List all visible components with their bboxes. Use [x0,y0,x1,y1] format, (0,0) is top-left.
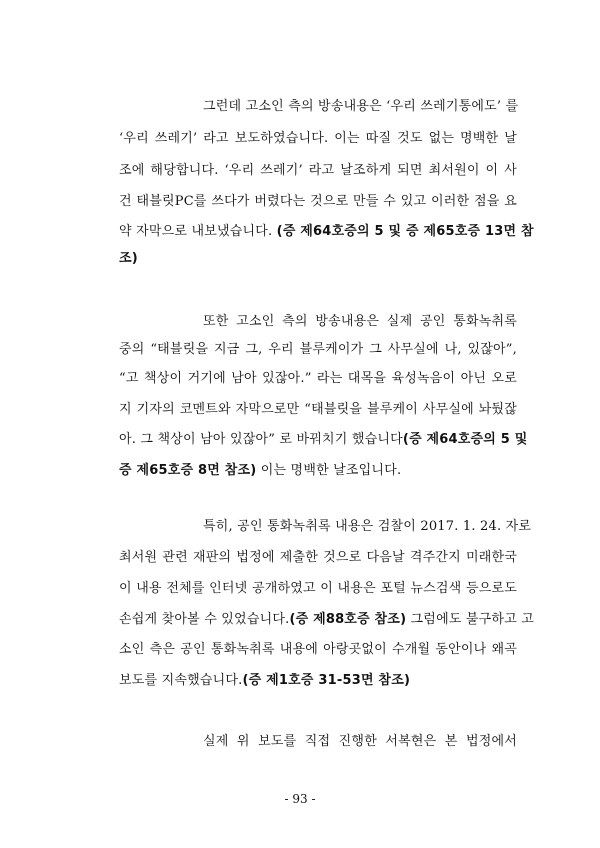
paragraph-3-line-2: 최서원 관련 재판의 법정에 제출한 것으로 다음날 격주간지 미래한국 [119,550,517,565]
paragraph-2-line-5: 아. 그 책상이 남아 있잖아” 로 바꿔치기 했습니다(증 제64호증의 5 및 [119,432,528,447]
paragraph-1-line-4: 건 태블릿PC를 쓰다가 버렸다는 것으로 만들 수 있고 이러한 점을 요 [119,194,517,209]
paragraph-3-line-3: 이 내용 전체를 인터넷 공개하였고 이 내용은 포털 뉴스검색 등으로도 [119,581,517,596]
page-number: - 93 - [284,792,316,806]
paragraph-3-line-4: 손쉽게 찾아볼 수 있었습니다.(증 제88호증 참조) 그럼에도 불구하고 고 [119,612,535,627]
paragraph-4-line-1: 실제 위 보도를 직접 진행한 서복현은 본 법정에서 [203,734,517,749]
paragraph-2-line-6: 증 제65호증 8면 참조) 이는 명백한 날조입니다. [119,463,402,478]
paragraph-1-line-6 [119,250,517,268]
citation-ref: 조) [119,251,138,266]
paragraph-1-line-1: 그런데 고소인 측의 방송내용은 ‘우리 쓰레기통에도’ 를 [203,99,519,114]
paragraph-2-line-2: 중의 “태블릿을 지금 그, 우리 블루케이가 그 사무실에 나, 있잖아”, [119,342,517,357]
citation-ref: (증 제64호증의 5 및 증 제65호증 13면 참 [276,224,534,239]
citation-ref: (증 제64호증의 5 및 [402,432,528,447]
paragraph-2-line-1: 또한 고소인 측의 방송내용은 실제 공인 통화녹취록 [203,314,517,329]
citation-ref: (증 제1호증 31-53면 참조) [242,673,411,688]
paragraph-1-line-3: 조에 해당합니다. ‘우리 쓰레기’ 라고 날조하게 되면 최서원이 이 사 [119,163,517,178]
paragraph-1-line-2: ‘우리 쓰레기’ 라고 보도하였습니다. 이는 따질 것도 없는 명백한 날 [119,131,517,146]
citation-ref: (증 제88호증 참조) [289,612,407,627]
paragraph-3-line-6: 보도를 지속했습니다.(증 제1호증 31-53면 참조) [119,673,411,688]
paragraph-2-line-4: 지 기자의 코멘트와 자막으로만 “태블릿을 블루케이 사무실에 놔뒀잖 [119,402,517,417]
paragraph-3-line-1: 특히, 공인 통화녹취록 내용은 검찰이 2017. 1. 24. 자로 [203,519,532,534]
paragraph-2-line-3: “고 책상이 거기에 남아 있잖아.” 라는 대목을 육성녹음이 아닌 오로 [119,371,517,386]
citation-ref: 증 제65호증 8면 참조) [119,463,257,478]
paragraph-3-line-5: 소인 측은 공인 통화녹취록 내용에 아랑곳없이 수개월 동안이나 왜곡 [119,642,517,657]
paragraph-1-line-5: 약 자막으로 내보냈습니다. (증 제64호증의 5 및 증 제65호증 13면 참 [119,224,534,239]
